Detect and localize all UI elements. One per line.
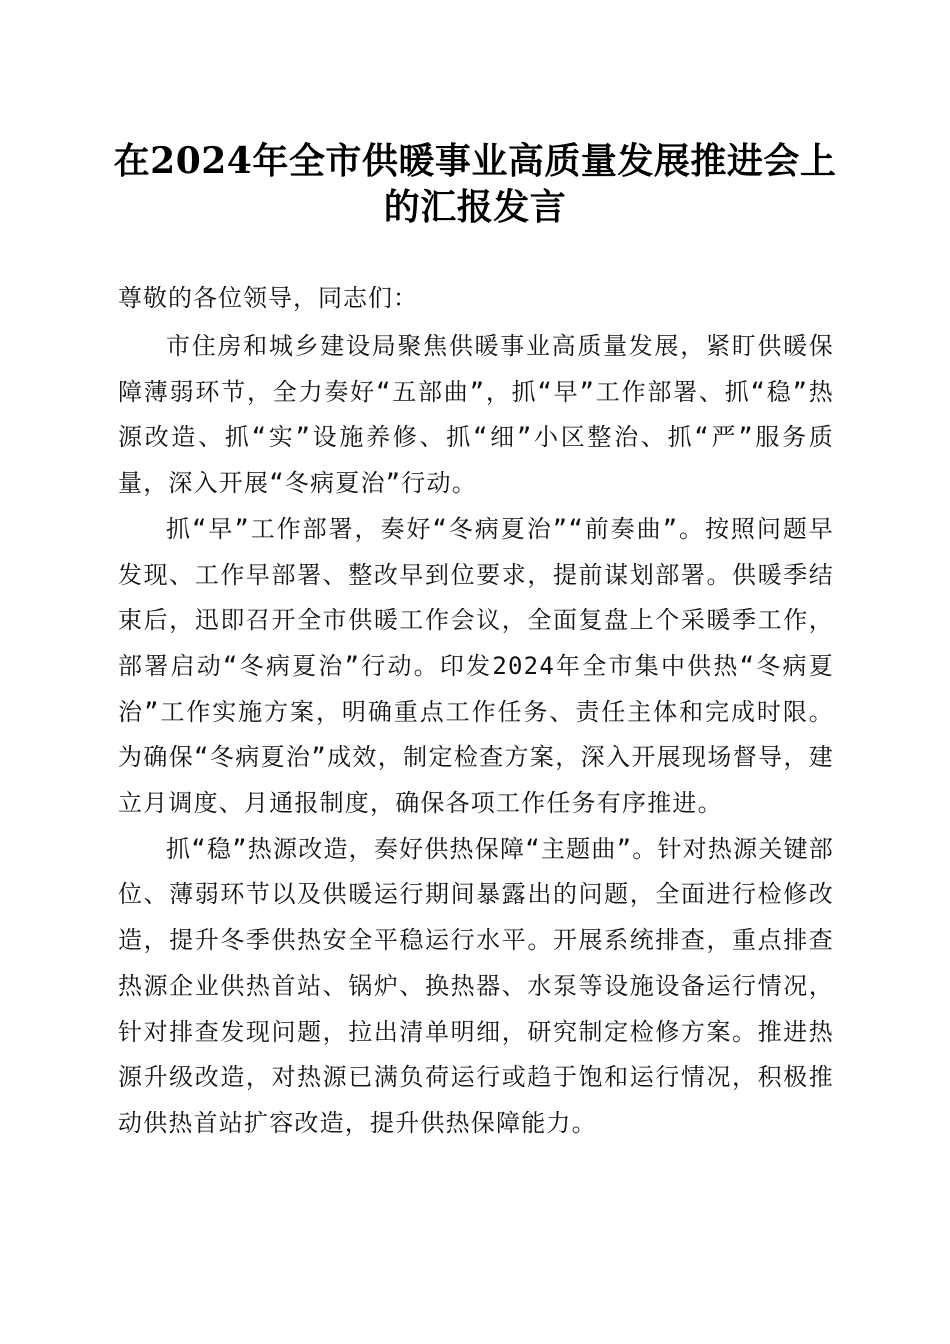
document-title-line-2: 的汇报发言 [383, 186, 567, 228]
document-body [118, 324, 834, 1147]
paragraph-2: 抓“早”工作部署，奏好“冬病夏治”“前奏曲”。按照问题早发现、工作早部署、整改早到位要求，提前谋划部署。供暖季结束后，迅即召开全市供暖工作会议，全面复盘上个采暖季工作，部署启动“冬病夏治”行动。印发2024年全市集中供热“冬病夏治”工作实施方案，明确重点工作任务、责任主体和完成时限。为确保“冬病夏治”成效，制定检查方案，深入开展现场督导，建立月调度、月通报制度，确保各项工作任务有序推进。 [118, 514, 834, 818]
salutation: 尊敬的各位领导，同志们： [118, 284, 418, 312]
paragraph-3: 抓“稳”热源改造，奏好供热保障“主题曲”。针对热源关键部位、薄弱环节以及供暖运行期间暴露出的问题，全面进行检修改造，提升冬季供热安全平稳运行水平。开展系统排查，重点排查热源企业供热首站、锅炉、换热器、水泵等设施设备运行情况，针对排查发现问题，拉出清单明细，研究制定检修方案。推进热源升级改造，对热源已满负荷运行或趋于饱和运行情况，积极推动供热首站扩容改造，提升供热保障能力。 [118, 834, 834, 1137]
paragraph-1: 市住房和城乡建设局聚焦供暖事业高质量发展，紧盯供暖保障薄弱环节，全力奏好“五部曲”，抓“早”工作部署、抓“稳”热源改造、抓“实”设施养修、抓“细”小区整治、抓“严”服务质量，深入开展“冬病夏治”行动。 [118, 332, 834, 498]
document-title-line-1: 在2024年全市供暖事业高质量发展推进会上 [113, 140, 837, 182]
